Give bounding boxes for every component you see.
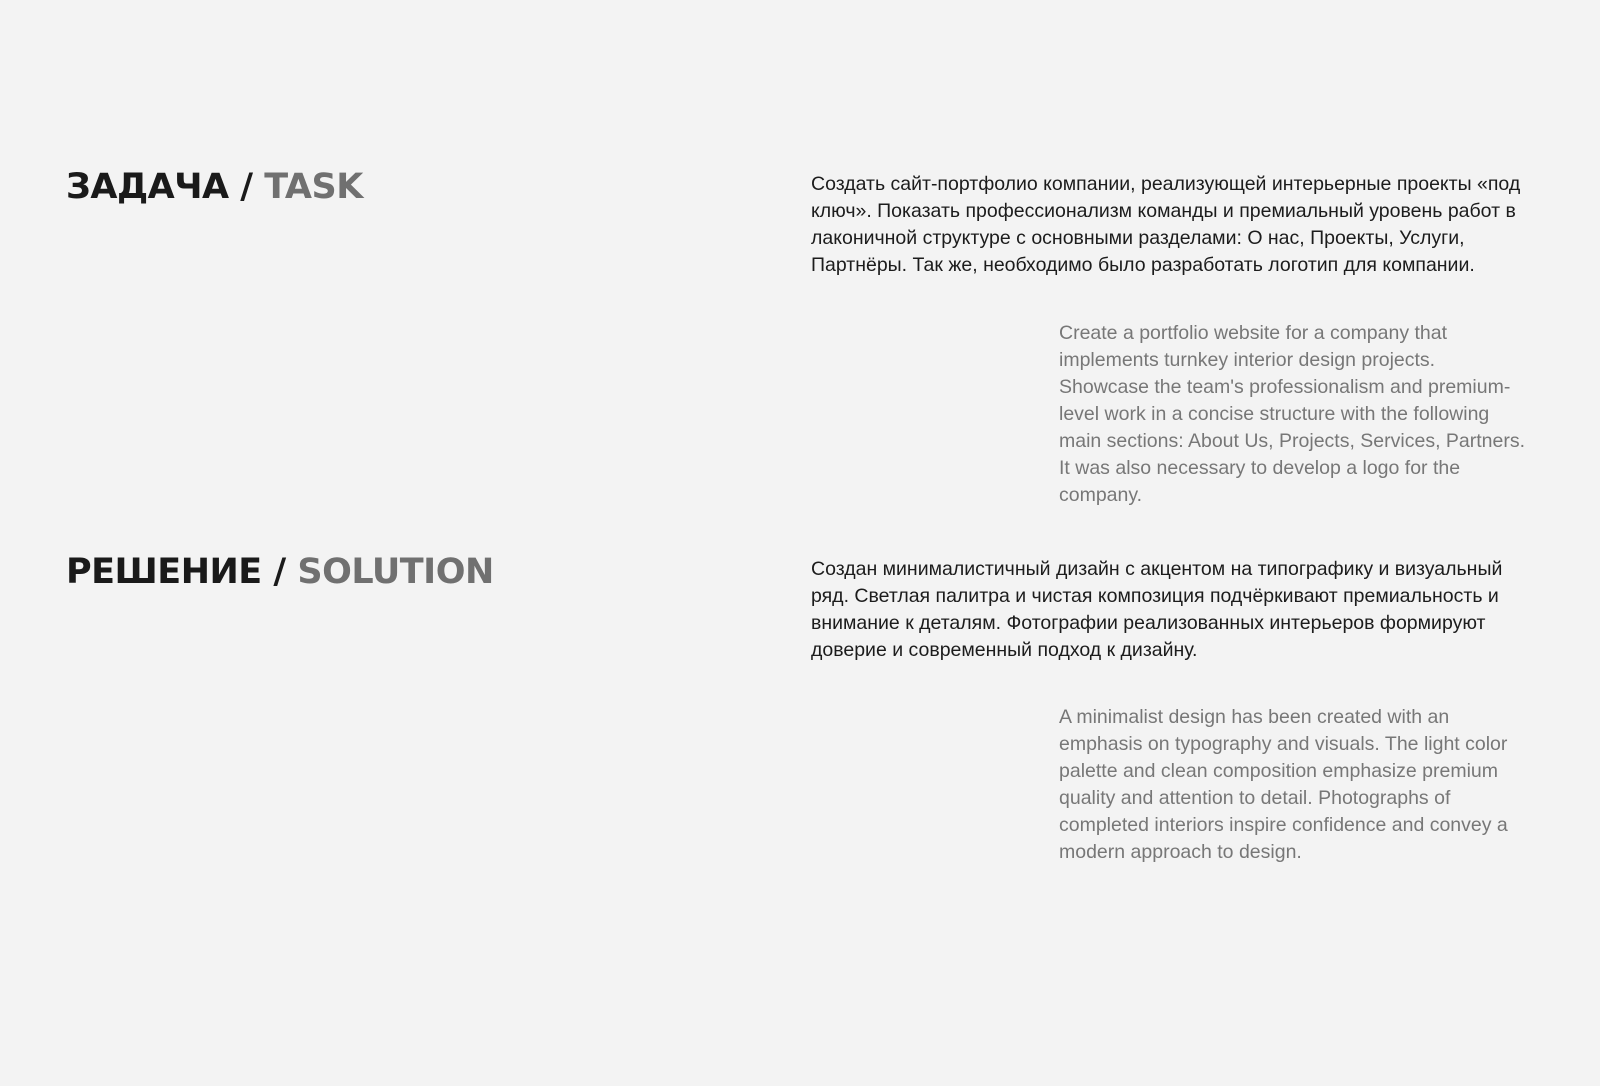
task-heading-ru: ЗАДАЧА xyxy=(66,167,229,207)
solution-text-en: A minimalist design has been created with an emphasis on typography and visuals. The light color palette and clean composition emphasize premium quality and attention to detail. Photographs of completed interiors inspire confidence and convey a modern approach to design. xyxy=(1059,706,1508,863)
solution-text-ru: Создан минималистичный дизайн с акцентом на типографику и визуальный ряд. Светлая палитра и чистая композиция подчёркивают премиальность и внимание к деталям. Фотографии реализованных интерьеров формируют доверие и современный подход к дизайну. xyxy=(811,558,1503,661)
solution-heading-en: SOLUTION xyxy=(297,552,494,592)
solution-heading-separator: / xyxy=(261,552,298,592)
task-heading-separator: / xyxy=(228,167,265,207)
solution-heading xyxy=(66,550,494,594)
solution-heading-ru: РЕШЕНИЕ xyxy=(66,552,262,592)
task-text-ru: Создать сайт-портфолио компании, реализующей интерьерные проекты «под ключ». Показать профессионализм команды и премиальный уровень работ в лаконичной структуре с основными разделами: О нас, Проекты, Услуги, Партнёры. Так же, необходимо было разработать логотип для компании. xyxy=(811,173,1521,276)
task-text-en: Create a portfolio website for a company that implements turnkey interior design projects. Showcase the team's professionalism and premium-level work in a concise structure with the following main sections: About Us, Projects, Services, Partners. It was also necessary to develop a logo for the company. xyxy=(1059,322,1526,506)
task-heading xyxy=(66,165,363,209)
task-heading-en: TASK xyxy=(264,167,363,207)
